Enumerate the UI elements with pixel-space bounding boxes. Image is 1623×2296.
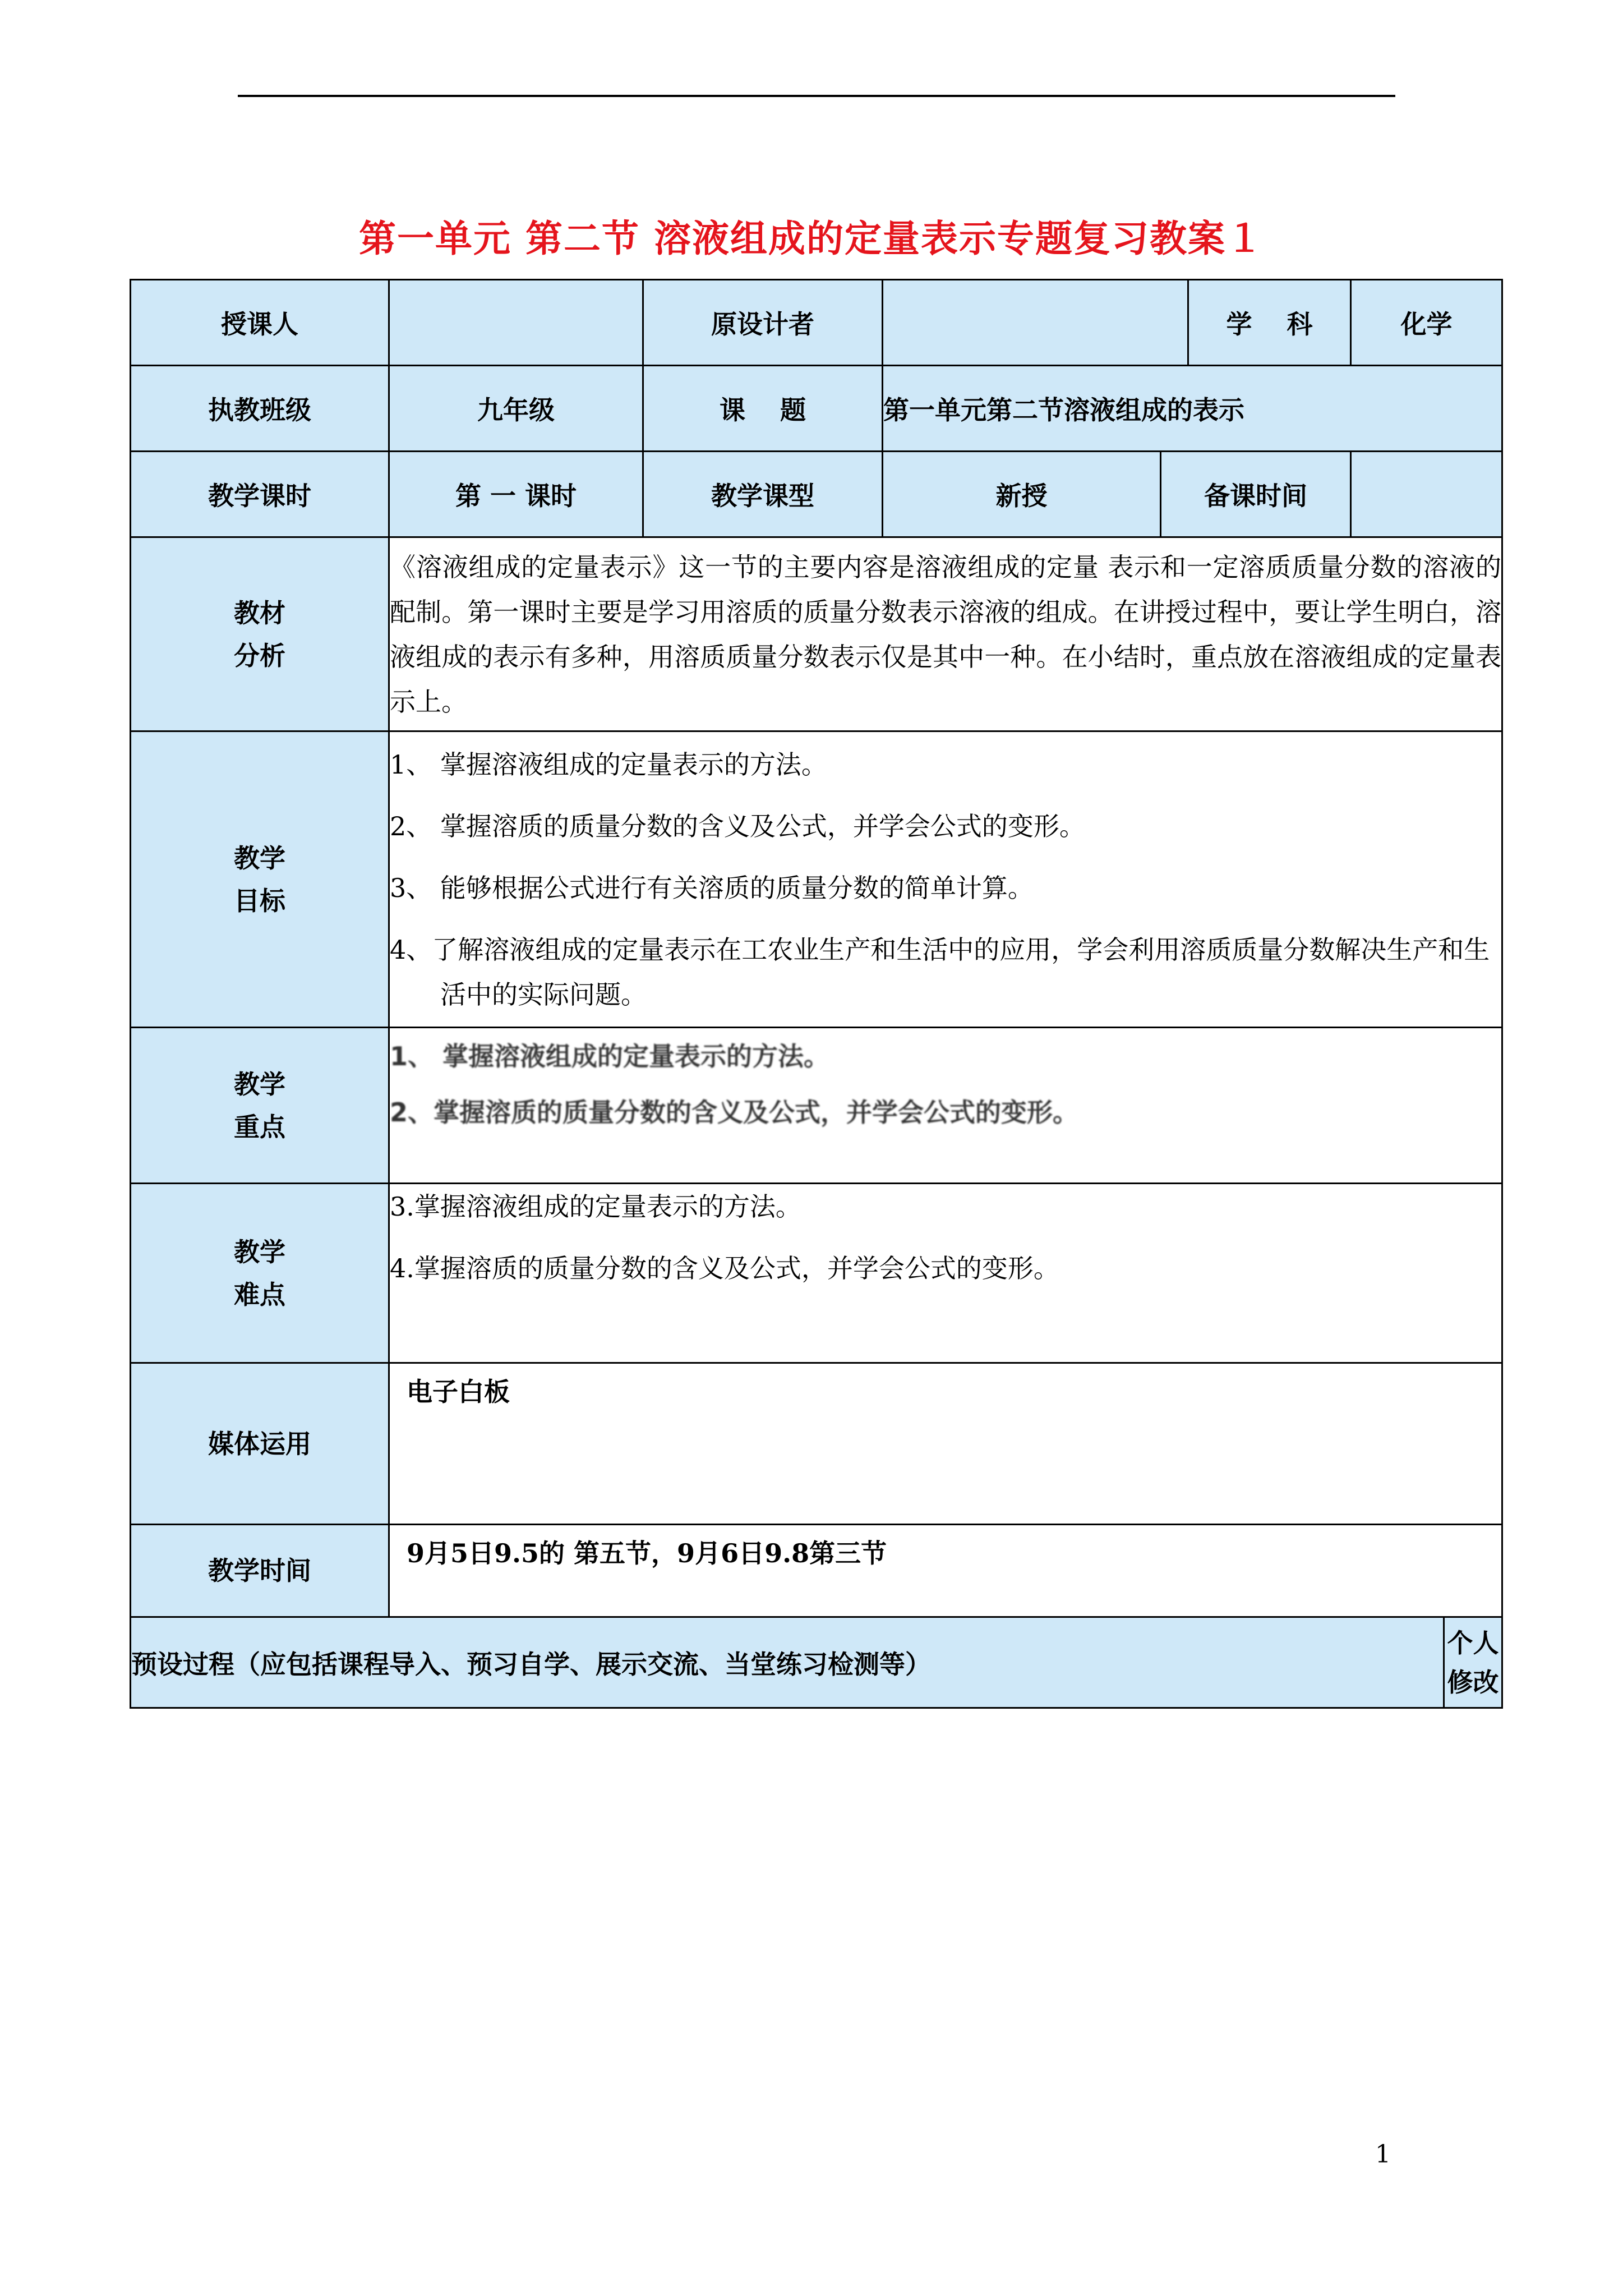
header-rule bbox=[238, 95, 1395, 97]
row-teacher bbox=[131, 280, 1502, 366]
teacher-value[interactable] bbox=[389, 280, 643, 366]
topic-value: 第一单元第二节溶液组成的表示 bbox=[883, 366, 1502, 452]
goal-item: 3、 能够根据公式进行有关溶质的质量分数的简单计算。 bbox=[390, 872, 1034, 903]
key-point-item: 2、掌握溶质的质量分数的含义及公式，并学会公式的变形。 bbox=[390, 1097, 1079, 1128]
personal-revision-label: 个人修改 bbox=[1444, 1617, 1502, 1708]
teacher-label: 授课人 bbox=[131, 280, 389, 366]
page-number: 1 bbox=[1375, 2140, 1391, 2169]
key-points-label: 教学 重点 bbox=[131, 1028, 389, 1184]
key-point-item: 1、 掌握溶液组成的定量表示的方法。 bbox=[390, 1041, 830, 1071]
period-label: 教学课时 bbox=[131, 452, 389, 537]
page-title: 第一单元 第二节 溶液组成的定量表示专题复习教案１ bbox=[359, 217, 1264, 260]
key-points-list bbox=[389, 1028, 1502, 1184]
designer-label: 原设计者 bbox=[643, 280, 883, 366]
topic-label: 课 题 bbox=[643, 366, 883, 452]
class-value: 九年级 bbox=[389, 366, 643, 452]
row-time bbox=[131, 1525, 1502, 1617]
row-goals bbox=[131, 731, 1502, 1028]
difficulty-item: 3.掌握溶液组成的定量表示的方法。 bbox=[390, 1191, 801, 1222]
class-label: 执教班级 bbox=[131, 366, 389, 452]
period-value: 第 一 课时 bbox=[389, 452, 643, 537]
goal-item: 2、 掌握溶质的质量分数的含义及公式，并学会公式的变形。 bbox=[390, 811, 1085, 841]
subject-label: 学 科 bbox=[1188, 280, 1351, 366]
time-value: 9月5日9.5的 第五节，9月6日9.8第三节 bbox=[389, 1525, 1502, 1617]
row-media bbox=[131, 1363, 1502, 1525]
analysis-label: 教材 分析 bbox=[131, 537, 389, 731]
analysis-text: 《溶液组成的定量表示》这一节的主要内容是溶液组成的定量 表示和一定溶质质量分数的溶液的配制。第一课时主要是学习用溶质的质量分数表示溶液的组成。在讲授过程中，要让学生明白，溶液组成的表示有多种，用溶质质量分数表示仅是其中一种。在小结时，重点放在溶液组成的定量表示上。 bbox=[389, 537, 1502, 731]
goals-list bbox=[389, 731, 1502, 1028]
goal-item: 1、 掌握溶液组成的定量表示的方法。 bbox=[390, 749, 827, 780]
difficulties-list bbox=[389, 1184, 1502, 1363]
goal-item: 4、了解溶液组成的定量表示在工农业生产和生活中的应用，学会利用溶质质量分数解决生产和生活中的实际问题。 bbox=[390, 934, 1490, 1010]
row-period bbox=[131, 452, 1502, 537]
type-value: 新授 bbox=[883, 452, 1161, 537]
goals-label: 教学 目标 bbox=[131, 731, 389, 1028]
designer-value[interactable] bbox=[883, 280, 1188, 366]
subject-value: 化学 bbox=[1351, 280, 1502, 366]
row-process bbox=[131, 1617, 1502, 1708]
media-label: 媒体运用 bbox=[131, 1363, 389, 1525]
row-key-points bbox=[131, 1028, 1502, 1184]
row-analysis bbox=[131, 537, 1502, 731]
type-label: 教学课型 bbox=[643, 452, 883, 537]
prep-time-label: 备课时间 bbox=[1161, 452, 1351, 537]
row-class bbox=[131, 366, 1502, 452]
media-value: 电子白板 bbox=[389, 1363, 1502, 1525]
prep-time-value[interactable] bbox=[1351, 452, 1502, 537]
difficulty-item: 4.掌握溶质的质量分数的含义及公式，并学会公式的变形。 bbox=[390, 1253, 1059, 1283]
lesson-plan-table bbox=[130, 279, 1503, 1709]
time-label: 教学时间 bbox=[131, 1525, 389, 1617]
process-label: 预设过程（应包括课程导入、预习自学、展示交流、当堂练习检测等） bbox=[131, 1617, 1444, 1708]
row-difficulties bbox=[131, 1184, 1502, 1363]
difficulties-label: 教学 难点 bbox=[131, 1184, 389, 1363]
